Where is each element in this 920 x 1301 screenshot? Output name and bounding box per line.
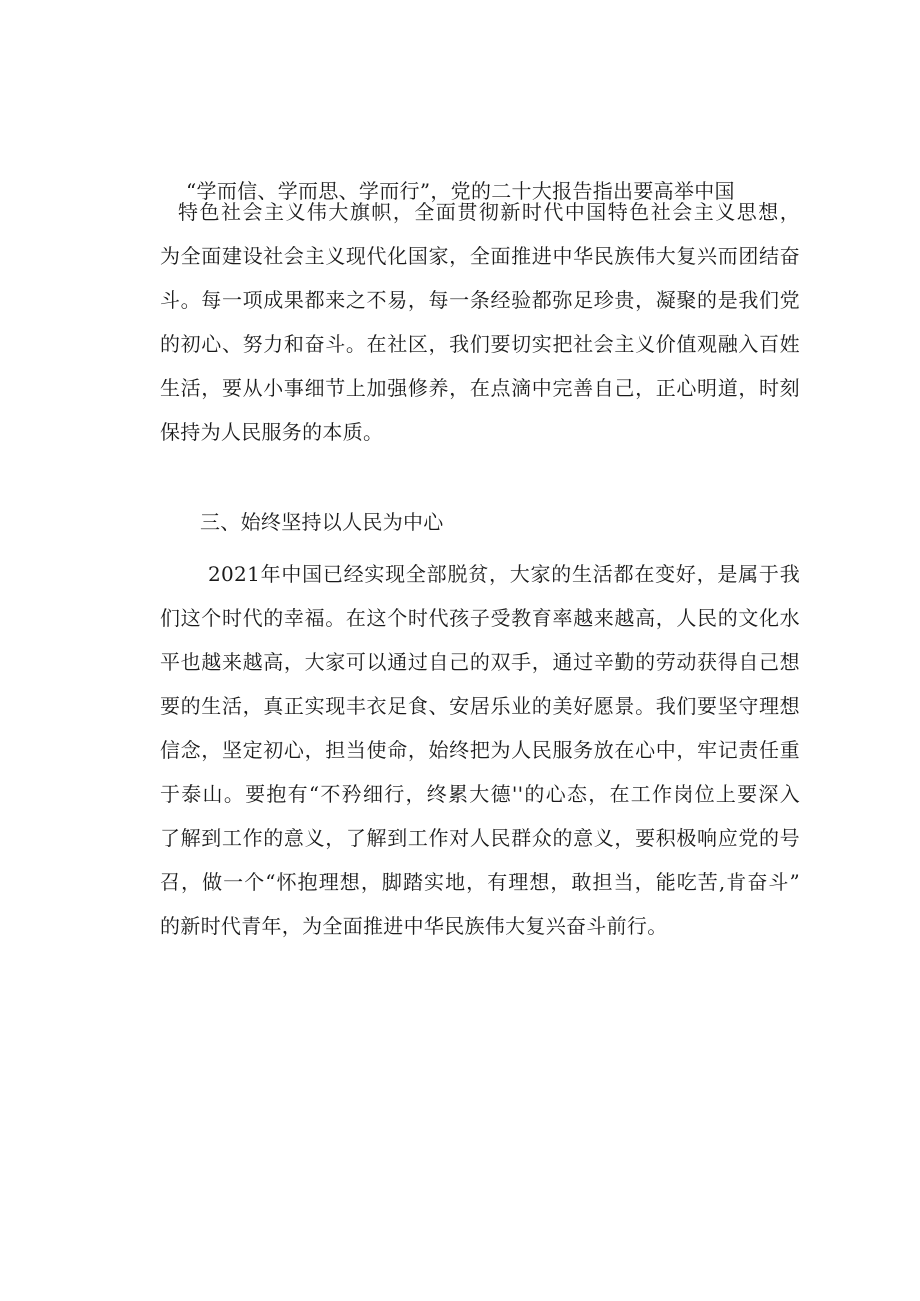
paragraph-2	[160, 190, 800, 454]
paragraph-3-line-5: 信念，坚定初心，担当使命，始终把为人民服务放在心中，牢记责任重	[160, 738, 800, 762]
paragraph-3-line-6: 于泰山。要抱有“不矜细行，终累大德''的心态，在工作岗位上要深入	[160, 782, 800, 806]
section-heading	[160, 500, 800, 544]
paragraph-2-line-4: 的初心、努力和奋斗。在社区，我们要切实把社会主义价值观融入百姓	[160, 332, 800, 356]
paragraph-2-line-3: 斗。每一项成果都来之不易，每一条经验都弥足珍贵，凝聚的是我们党	[160, 288, 800, 312]
paragraph-2-line-5: 生活，要从小事细节上加强修养，在点滴中完善自己，正心明道，时刻	[160, 376, 800, 400]
paragraph-3-line-7: 了解到工作的意义，了解到工作对人民群众的意义，要积极响应党的号	[160, 826, 800, 850]
paragraph-1-line-1: “学而信、学而思、学而行”，党的二十大报告指出要高举中国	[186, 179, 735, 203]
paragraph-3-line-8: 召，做一个“怀抱理想，脚踏实地，有理想，敢担当，能吃苦,肯奋斗”	[160, 870, 800, 894]
heading-three: 三、始终坚持以人民为中心	[200, 510, 444, 534]
paragraph-3-line-3: 平也越来越高，大家可以通过自己的双手，通过辛勤的劳动获得自己想	[160, 650, 800, 674]
paragraph-3-line-2: 们这个时代的幸福。在这个时代孩子受教育率越来越高，人民的文化水	[160, 606, 800, 630]
paragraph-2-line-2: 为全面建设社会主义现代化国家，全面推进中华民族伟大复兴而团结奋	[160, 244, 800, 268]
paragraph-3-line-9: 的新时代青年，为全面推进中华民族伟大复兴奋斗前行。	[160, 914, 668, 938]
paragraph-2-line-6: 保持为人民服务的本质。	[160, 420, 384, 444]
paragraph-3-line-1: 2021年中国已经实现全部脱贫，大家的生活都在变好，是属于我	[208, 562, 800, 586]
paragraph-3-line-4: 要的生活，真正实现丰衣足食、安居乐业的美好愿景。我们要坚守理想	[160, 694, 800, 718]
paragraph-2-line-1: 特色社会主义伟大旗帜，全面贯彻新时代中国特色社会主义思想，	[178, 200, 800, 224]
paragraph-3	[160, 552, 800, 948]
